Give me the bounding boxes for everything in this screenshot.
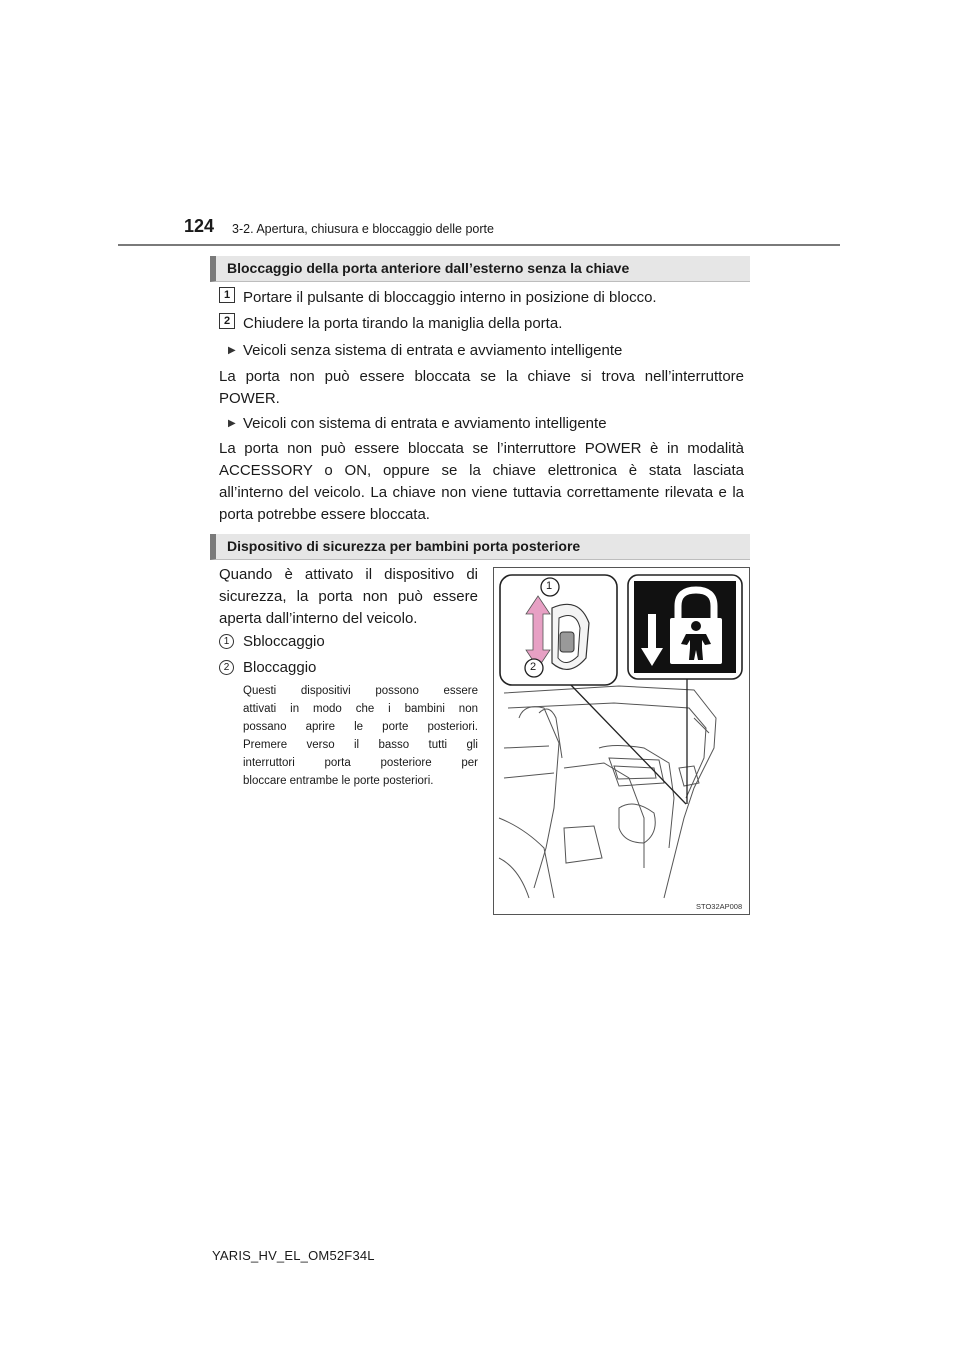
section-heading-text: Bloccaggio della porta anteriore dall’esterno senza la chiave xyxy=(227,260,630,276)
step-text-1: Portare il pulsante di bloccaggio interno in posizione di blocco. xyxy=(243,289,657,306)
case-text-line: La porta non può essere bloccata se l’interruttore POWER è in modalità xyxy=(219,440,744,457)
header-divider xyxy=(118,244,840,246)
triangle-bullet-icon: ▶ xyxy=(228,418,236,429)
intro-text-line: aperta dall’interno del veicolo. xyxy=(219,610,418,627)
section-heading-child-lock xyxy=(210,534,750,560)
document-code: YARIS_HV_EL_OM52F34L xyxy=(212,1248,375,1263)
item-text-unlock: Sbloccaggio xyxy=(243,633,325,650)
case-text-line: porta potrebbe essere bloccata. xyxy=(219,506,430,523)
note-line: possano aprire le porte posteriori. xyxy=(243,721,478,733)
section-heading-text: Dispositivo di sicurezza per bambini porta posteriore xyxy=(227,538,581,554)
note-line: attivati in modo che i bambini non xyxy=(243,703,478,715)
case-text-line: La porta non può essere bloccata se la chiave si trova nell’interruttore xyxy=(219,368,744,385)
chapter-title: 3-2. Apertura, chiusura e bloccaggio delle porte xyxy=(232,222,494,236)
case-heading-without-smart-entry: Veicoli senza sistema di entrata e avviamento intelligente xyxy=(243,342,623,359)
step-number-2: 2 xyxy=(219,313,235,329)
step-number-1: 1 xyxy=(219,287,235,303)
figure-callout-1: 1 xyxy=(546,580,553,592)
intro-text-line: sicurezza, la porta non può essere xyxy=(219,588,478,605)
page-number: 124 xyxy=(184,216,215,236)
item-number-1: 1 xyxy=(219,634,234,649)
note-line: bloccare entrambe le porte posteriori. xyxy=(243,775,434,787)
intro-text-line: Quando è attivato il dispositivo di xyxy=(219,566,478,583)
note-line: Questi dispositivi possono essere xyxy=(243,685,478,697)
triangle-bullet-icon: ▶ xyxy=(228,345,236,356)
step-text-2: Chiudere la porta tirando la maniglia della porta. xyxy=(243,315,563,332)
figure-code: STO32AP008 xyxy=(696,902,743,911)
section-heading-front-door-lock xyxy=(210,256,750,282)
note-line: Premere verso il basso tutti gli xyxy=(243,739,478,751)
case-text-line: all’interno del veicolo. La chiave non viene tuttavia correttamente rilevata e la xyxy=(219,484,744,501)
child-lock-illustration xyxy=(493,567,750,915)
item-text-lock: Bloccaggio xyxy=(243,659,317,676)
case-heading-with-smart-entry: Veicoli con sistema di entrata e avviamento intelligente xyxy=(243,415,607,432)
case-text-line: ACCESSORY o ON, oppure se la chiave elettronica è stata lasciata xyxy=(219,462,744,479)
note-line: interruttori porta posteriore per xyxy=(243,757,478,769)
item-number-2: 2 xyxy=(219,660,234,675)
door-illustration-svg xyxy=(494,568,749,914)
case-text-line: POWER. xyxy=(219,390,280,407)
figure-callout-2: 2 xyxy=(530,661,537,673)
